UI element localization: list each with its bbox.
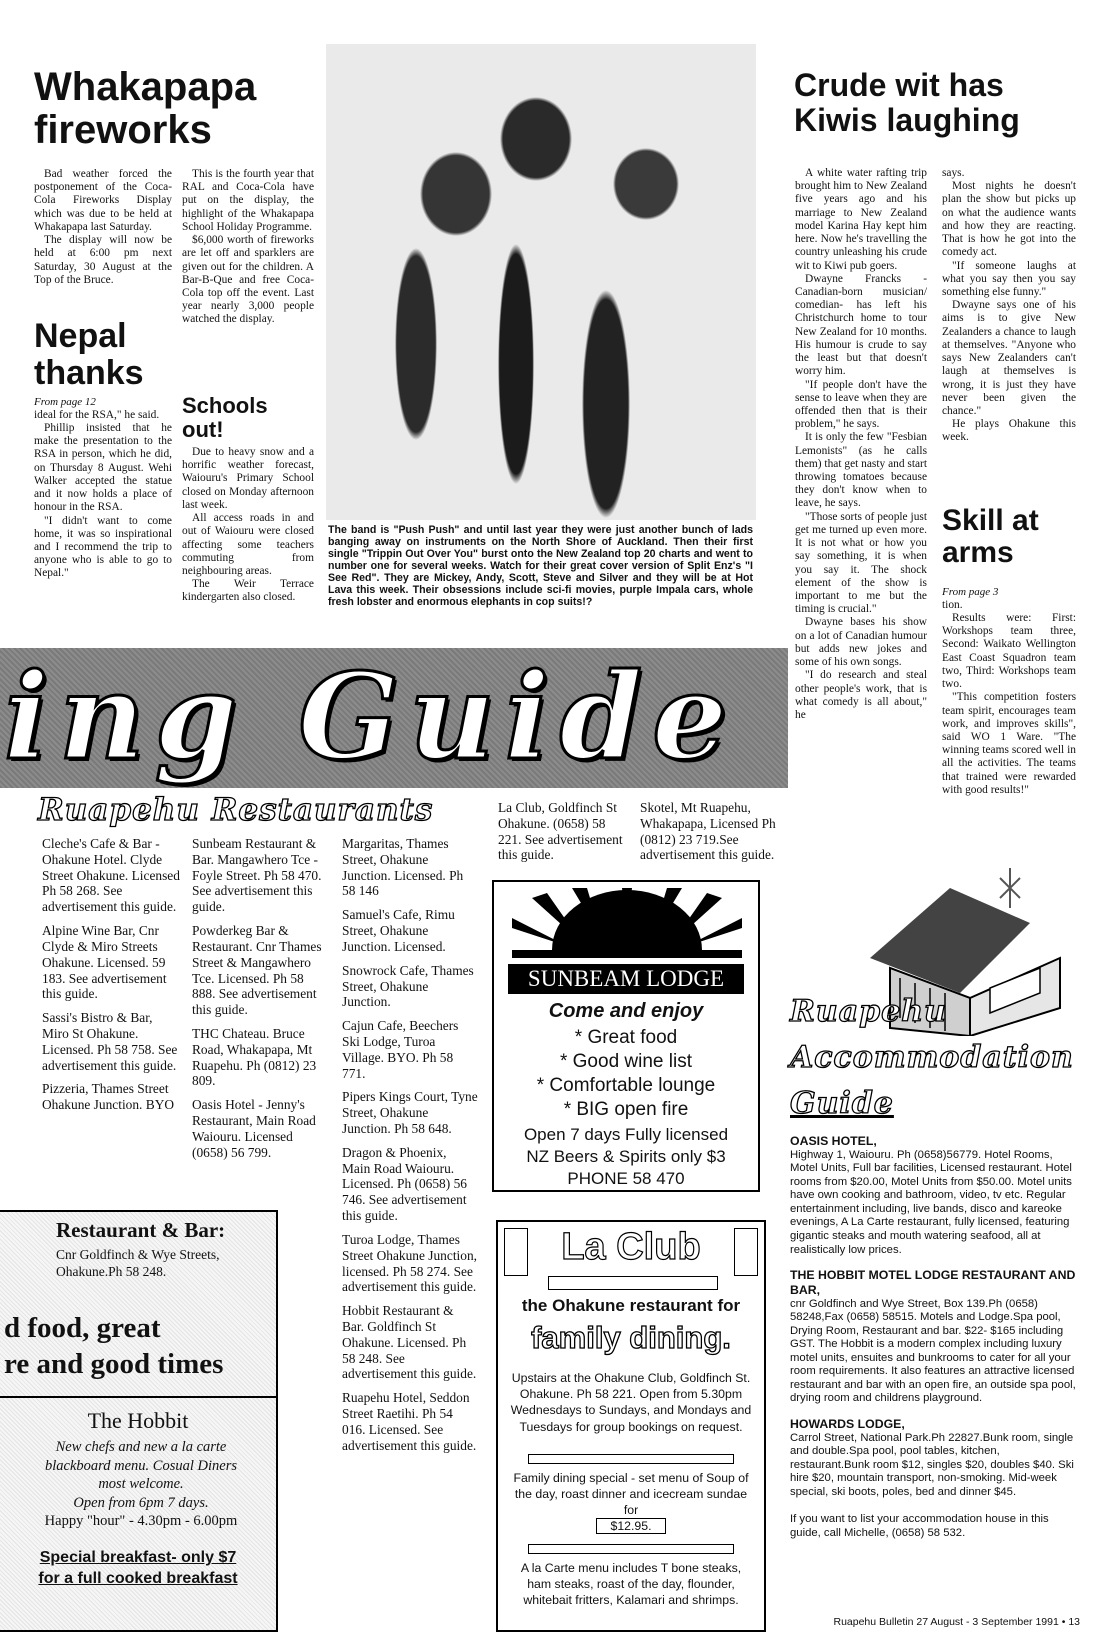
article-paragraph: A white water rafting trip brought him to New Zealand five years ago and his marriage to New Zealand model Karina Hay kept him here. Now he's travelling the country unleashing his crude wit to Kiwi pub goers. — [795, 167, 927, 272]
ad-line: blackboard menu. Cosual Diners — [45, 1457, 237, 1474]
list-item: Sassi's Bistro & Bar, Miro St Ohakune. Licensed. Ph 58 758. See advertisement this guide. — [42, 1010, 178, 1073]
la-club-price: $12.95. — [596, 1518, 666, 1534]
article-paragraph: All access roads in and out of Waiouru were closed affecting some teachers commuting from neighbouring areas. — [182, 512, 314, 577]
listing — [790, 1417, 1076, 1499]
accommodation-heading-1: Ruapehu — [790, 994, 947, 1029]
feature-item: * BIG open fire — [563, 1099, 689, 1120]
list-item: Pizzeria, Thames Street Ohakune Junction. BYO — [42, 1081, 175, 1113]
hobbit-slogan-2: re and good times — [4, 1348, 224, 1380]
banner-title: ing Guide — [4, 647, 738, 786]
accommodation-heading-3: Guide — [790, 1086, 894, 1121]
whakapapa-col2 — [182, 168, 314, 327]
listing-text: Carrol Street, National Park.Ph 22827.Bunk room, single and double.Spa pool, pool tables, kitchen, restaurant.Bunk room $12, singles $20, doubles $40. Ski hire $20, mountain transport, non-smoking. Mid-week special, ski boots, poles, bed and dinner $45. — [790, 1431, 1074, 1498]
article-paragraph: Dwayne bases his show on a lot of Canadian humour but adds new jokes and some of his own songs. — [795, 616, 927, 669]
nepal-body — [34, 396, 172, 581]
article-paragraph: tion. — [942, 598, 963, 611]
divider — [0, 1396, 276, 1398]
article-paragraph: He plays Ohakune this week. — [942, 418, 1076, 444]
frame-bar — [528, 1544, 734, 1554]
guide-banner — [0, 648, 788, 788]
list-item: Turoa Lodge, Thames Street Ohakune Junction, licensed. Ph 58 274. See advertisement this guide. — [342, 1231, 477, 1295]
la-club-big: family dining. — [531, 1320, 731, 1355]
restaurants-col1 — [42, 836, 182, 1121]
ad-line: NZ Beers & Spirits only $3 — [526, 1147, 726, 1166]
sunbeam-name: SUNBEAM LODGE — [508, 964, 744, 994]
listing-name: HOWARDS LODGE, — [790, 1417, 905, 1431]
hobbit-ad — [0, 1210, 278, 1632]
article-paragraph: "I do research and steal other people's work, that is what comedy is all about," he — [795, 669, 927, 721]
sunbeam-lodge-ad — [492, 880, 760, 1192]
page-footer: Ruapehu Bulletin 27 August - 3 September 1991 • 13 — [833, 1616, 1080, 1628]
article-paragraph: Bad weather forced the postponement of the Coca-Cola Fireworks Display which was due to be held at Whakapapa last Saturday. — [34, 168, 172, 233]
photo-caption: The band is "Push Push" and until last year they were just another bunch of lads banging away on instruments on the North Shore of Auckland. Then their first single "Trippin Out Over You" burst onto the New Zealand top 20 charts and went to number one for several weeks. Watch for their great cover version of Split Enz's "I See Red". They are Mickey, Andy, Scott, Steve and Silver and they will be at Hot Lava this week. Their obsessions include sci-fi movies, purple Impala cars, whole fresh lobster and enormous elephants in cop suits!? — [328, 524, 753, 609]
ad-phone: PHONE 58 470 — [567, 1169, 685, 1188]
article-paragraph: Results were: First: Workshops team three, Second: Waikato Wellington East Coast Squadron team two, Third: Workshops team two. — [942, 611, 1076, 691]
feature-item: * Great food — [574, 1027, 678, 1048]
article-paragraph: Dwayne says one of his aims is to give New Zealanders a chance to laugh at themselves. "Anyone who says New Zealanders can't laugh at themselves is wrong, it is just they have never been given the chance." — [942, 299, 1076, 417]
ad-line: Special breakfast- only $7 — [39, 1549, 237, 1566]
list-item: Skotel, Mt Ruapehu, Whakapapa, Licensed Ph (0812) 23 719.See advertisement this guide. — [640, 800, 776, 863]
article-paragraph: Phillip insisted that he make the presentation to the RSA in person, which he did, on Thursday 8 August. Wehi Walker accepted the statue and it now holds a place of honour in the RSA. — [34, 421, 172, 514]
sunbeam-tagline: Come and enjoy — [548, 1000, 704, 1022]
article-paragraph: Dwayne Francks - Canadian-born musician/ comedian- has left his Christchurch home to tour New Zealand for 10 months. His humour is crude to say the least but that doesn't worry him. — [795, 272, 927, 378]
hobbit-name: The Hobbit — [87, 1408, 189, 1433]
restaurants-col3 — [342, 836, 478, 1461]
band-photo — [326, 44, 756, 520]
hobbit-breakfast — [2, 1548, 274, 1590]
nepal-headline: Nepal thanks — [34, 317, 144, 392]
list-item: Pipers Kings Court, Tyne Street, Ohakune Junction. Ph 58 648. — [342, 1089, 478, 1136]
ad-line: Open from 6pm 7 days. — [73, 1494, 209, 1511]
restaurants-col5 — [640, 800, 778, 871]
list-item: Dragon & Phoenix, Main Road Waiouru. Licensed. Ph (0658) 56 746. See advertisement this guide. — [342, 1144, 467, 1224]
article-paragraph: "I didn't want to come home, it was so inspirational and I recommend the trip to anyone who is able to go to Nepal." — [34, 514, 172, 580]
restaurants-col2 — [192, 836, 330, 1168]
article-paragraph: It is only the few "Fesbian Lemonists" (as he calls them) that get nasty and start throwing tomatoes because they don't know when to leave, he says. — [795, 431, 927, 510]
hobbit-ad-title: Restaurant & Bar: — [56, 1218, 226, 1242]
whakapapa-headline: Whakapapa fireworks — [34, 65, 257, 153]
la-club-p2: Family dining special - set menu of Soup of the day, roast dinner and icecream sundae for — [513, 1471, 749, 1518]
from-page-note: From page 12 — [34, 396, 96, 408]
hobbit-slogan-1: d food, great — [4, 1312, 161, 1344]
sunbeam-features — [494, 1026, 758, 1122]
list-item: Alpine Wine Bar, Cnr Clyde & Miro Streets Ohakune. Licensed. 59 183. See advertisement this guide. — [42, 923, 167, 1002]
crude-headline: Crude wit has Kiwis laughing — [794, 67, 1020, 138]
list-item: Snowrock Cafe, Thames Street, Ohakune Junction. — [342, 962, 474, 1010]
la-club-p1: Upstairs at the Ohakune Club, Goldfinch St. Ohakune. Ph 58 221. Open from 5.30pm Wednesdays to Sundays, and Mondays and Tuesdays for group bookings on request. — [510, 1371, 752, 1434]
article-paragraph: Most nights he doesn't plan the show but picks up on what the audience wants and how they are reacting. That is how he got into the comedy act. — [942, 180, 1076, 259]
restaurants-heading: Ruapehu Restaurants — [38, 792, 434, 828]
sunrise-logo — [512, 888, 742, 958]
article-paragraph: This is the fourth year that RAL and Coca-Cola have put on the display, the highlight of the Whakapapa School Holiday Programme. — [182, 168, 314, 233]
sunbeam-info — [494, 1124, 758, 1190]
hobbit-details — [8, 1438, 274, 1531]
article-paragraph: The Weir Terrace kindergarten also closed. — [182, 578, 314, 604]
feature-item: * Comfortable lounge — [536, 1075, 716, 1096]
article-paragraph: $6,000 worth of fireworks are let off and sparklers are given out for the children. A Bar-B-Que and free Coca-Cola top off the event. Last year nearly 3,000 people watched the display. — [182, 234, 314, 326]
la-club-ad — [496, 1220, 766, 1632]
article-paragraph: "If someone laughs at what you say then you say something else funny." — [942, 259, 1076, 298]
whakapapa-col1 — [34, 168, 172, 287]
article-paragraph: Due to heavy snow and a horrific weather forecast, Waiouru's Primary School closed on Monday afternoon last week. — [182, 446, 314, 511]
la-club-sub: the Ohakune restaurant for — [521, 1296, 741, 1315]
article-paragraph: "This competition fosters team spirit, encourages team work, and improves skills", said WO 1 Ware. "The winning teams scored well in all the activities. The teams that trained were rewarded with good results!" — [942, 691, 1076, 796]
article-paragraph: The display will now be held at 6:00 pm next Saturday, 30 August at the Top of the Bruce. — [34, 234, 172, 286]
la-club-name: La Club — [561, 1226, 701, 1268]
crude-col1 — [795, 167, 927, 722]
list-item: Hobbit Restaurant & Bar. Goldfinch St Ohakune. Licensed. Ph 58 248. See advertisement this guide. — [342, 1303, 477, 1382]
schools-body — [182, 446, 314, 605]
list-item: Oasis Hotel - Jenny's Restaurant, Main Road Waiouru. Licensed (0658) 56 799. — [192, 1097, 316, 1160]
list-item: Ruapehu Hotel, Seddon Street Raetihi. Ph 54 016. Licensed. See advertisement this guide. — [342, 1390, 477, 1453]
ad-line: Open 7 days Fully licensed — [523, 1125, 729, 1144]
frame-bar — [548, 1276, 718, 1290]
schools-headline: Schools out! — [182, 393, 268, 442]
accommodation-footer: If you want to list your accommodation house in this guide, call Michelle, (0658) 58 532. — [790, 1513, 1049, 1540]
list-item: Cajun Cafe, Beechers Ski Lodge, Turoa Village. BYO. Ph 58 771. — [342, 1018, 459, 1081]
list-item: Cleche's Cafe & Bar - Ohakune Hotel. Clyde Street Ohakune. Licensed Ph 58 268. See advertisement this guide. — [42, 836, 180, 915]
hobbit-ad-address: Cnr Goldfinch & Wye Streets, Ohakune.Ph 58 248. — [56, 1247, 220, 1280]
ad-line: for a full cooked breakfast — [38, 1569, 238, 1587]
accommodation-listings — [790, 1134, 1076, 1541]
from-page-note: From page 3 — [942, 586, 999, 598]
ad-line: Happy "hour" - 4.30pm - 6.00pm — [44, 1513, 238, 1530]
feature-item: * Good wine list — [559, 1051, 692, 1072]
frame-box-left — [504, 1228, 528, 1276]
list-item: THC Chateau. Bruce Road, Whakapapa, Mt Ruapehu. Ph (0812) 23 809. — [192, 1025, 317, 1089]
frame-bar — [528, 1454, 734, 1464]
crude-col2 — [942, 167, 1076, 445]
listing-text: Highway 1, Waiouru. Ph (0658)56779. Hotel Rooms, Motel Units, Full bar facilities, Licensed restaurant. Hotel rooms from $20.00, Motel Units from $50.00. Motel units have own cooking and bathroom, video, tv etc. Regular entertainment including, live bands, disco and kareoke evenings, A La Carte restaurant, fully licensed, featuring gigantic steaks and mouth watering seafood, all at realistically low prices. — [790, 1148, 1072, 1256]
restaurants-col4 — [498, 800, 626, 871]
ad-line: New chefs and new a la carte — [55, 1439, 227, 1455]
article-paragraph: says. — [942, 167, 965, 179]
listing-text: cnr Goldfinch and Wye Street, Box 139.Ph (0658) 58248,Fax (0658) 58515. Motels and Lodge.Spa pool, Drying Room, Restaurant and bar. $22- $165 including GST. The Hobbit is a modern complex including luxury motel units, ensuites and bunkrooms to cater for all your room requirements. It also features an attractive licensed restaurant and bar with an open fire, an outside spa pool, drying room and childrens playground. — [790, 1297, 1076, 1405]
listing — [790, 1268, 1076, 1406]
listing-name: THE HOBBIT MOTEL LODGE RESTAURANT AND BAR, — [790, 1268, 1076, 1297]
listing — [790, 1134, 1076, 1257]
list-item: Powderkeg Bar & Restaurant. Cnr Thames Street & Mangawhero Tce. Licensed. Ph 58 888. See advertisement this guide. — [192, 923, 322, 1018]
listing-name: OASIS HOTEL, — [790, 1134, 877, 1148]
article-paragraph: ideal for the RSA," he said. — [34, 408, 160, 421]
accommodation-heading-2: Accommodation — [790, 1040, 1074, 1075]
ad-line: most welcome. — [98, 1476, 184, 1493]
article-paragraph: "Those sorts of people just get me turned up even more. It is not what or how you say something, it is when you say it. The shock element of the show is important to me but the timing is crucial." — [795, 510, 927, 616]
frame-box-right — [734, 1228, 758, 1276]
skill-headline: Skill at arms — [942, 504, 1039, 570]
skill-body — [942, 586, 1076, 797]
la-club-p3: A la Carte menu includes T bone steaks, ham steaks, roast of the day, flounder, whitebait fritters, Kalamari and shrimps. — [520, 1561, 742, 1608]
list-item: Sunbeam Restaurant & Bar. Mangawhero Tce - Foyle Street. Ph 58 470. See advertisement this guide. — [192, 836, 322, 915]
list-item: La Club, Goldfinch St Ohakune. (0658) 58 221. See advertisement this guide. — [498, 800, 623, 863]
article-paragraph: "If people don't have the sense to leave when they are offended then that is their problem," he says. — [795, 378, 927, 431]
list-item: Margaritas, Thames Street, Ohakune Junction. Licensed. Ph 58 146 — [342, 836, 464, 899]
list-item: Samuel's Cafe, Rimu Street, Ohakune Junction. Licensed. — [342, 907, 455, 954]
